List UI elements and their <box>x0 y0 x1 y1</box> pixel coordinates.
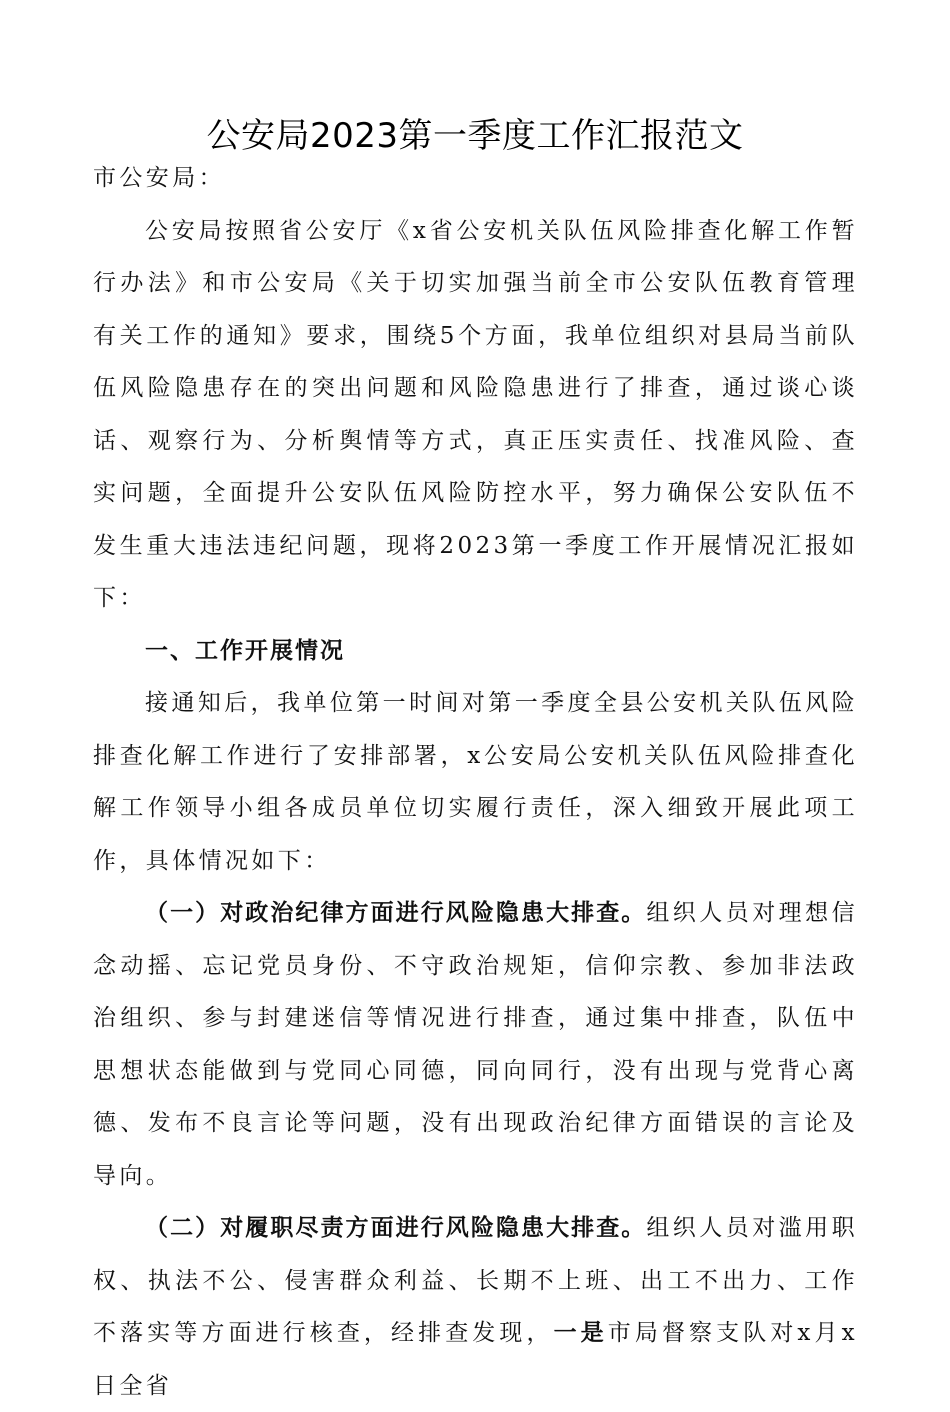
item-2-paragraph <box>93 1202 858 1412</box>
section-heading-1: 一、工作开展情况 <box>145 637 345 664</box>
intro-paragraph: 公安局按照省公安厅《x省公安机关队伍风险排查化解工作暂行办法》和市公安局《关于切实加强当前全市公安队伍教育管理有关工作的通知》要求，围绕5个方面，我单位组织对县局当前队伍风险隐患存在的突出问题和风险隐患进行了排查，通过谈心谈话、观察行为、分析舆情等方式，真正压实责任、找准风险、查实问题，全面提升公安队伍风险防控水平，努力确保公安队伍不发生重大违法违纪问题，现将2023第一季度工作开展情况汇报如下： <box>93 217 858 611</box>
item-2-keyword: 一是 <box>553 1320 608 1346</box>
section-1-paragraph: 接通知后，我单位第一时间对第一季度全县公安机关队伍风险排查化解工作进行了安排部署，x公安局公安机关队伍风险排查化解工作领导小组各成员单位切实履行责任，深入细致开展此项工作，具体情况如下： <box>93 690 858 874</box>
item-1-heading: （一）对政治纪律方面进行风险隐患大排查。 <box>145 900 647 926</box>
document-body <box>93 152 858 1412</box>
item-2-text-a: 组织人员对滥用职权、执法不公、侵害群众利益、长期不上班、出工不出力、工作不落实等方面进行核查，经排查发现， <box>93 1215 859 1346</box>
document-title: 公安局2023第一季度工作汇报范文 <box>206 116 744 156</box>
salutation: 市公安局： <box>93 165 225 191</box>
item-1-text: 组织人员对理想信念动摇、忘记党员身份、不守政治规矩，信仰宗教、参加非法政治组织、参与封建迷信等情况进行排查，通过集中排查，队伍中思想状态能做到与党同心同德，同向同行，没有出现与党背心离德、发布不良言论等问题，没有出现政治纪律方面错误的言论及导向。 <box>93 900 859 1189</box>
item-2-text-b: 市局督察支队对x月x日全省 <box>93 1320 858 1399</box>
item-1-paragraph <box>93 887 858 1202</box>
item-2-heading: （二）对履职尽责方面进行风险隐患大排查。 <box>145 1215 647 1241</box>
